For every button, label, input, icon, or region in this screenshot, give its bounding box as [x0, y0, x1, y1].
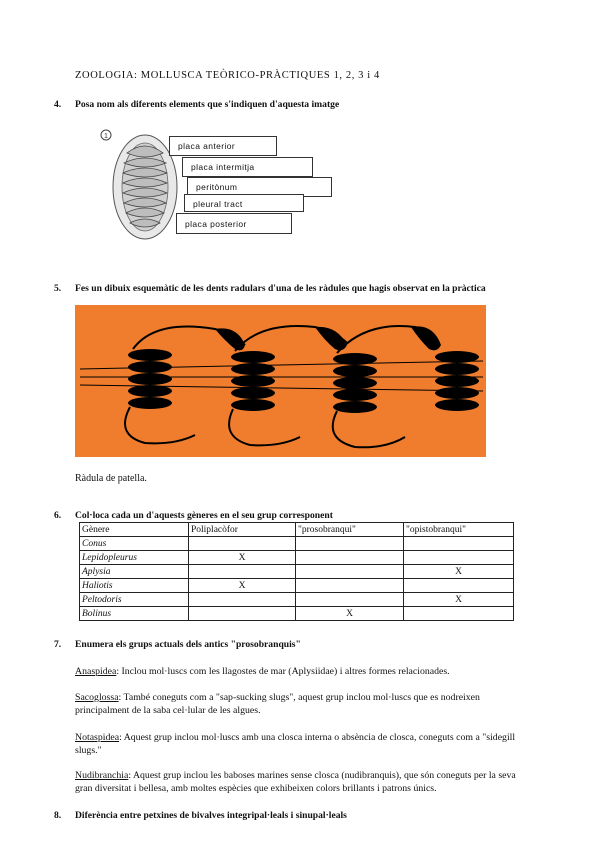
label-box-2: placa intermitja [182, 157, 313, 177]
genus-cell: Haliotis [80, 579, 189, 593]
group-term: Notaspidea [75, 732, 120, 743]
group-description: : Aquest grup inclou mol·luscs amb una closca interna o absència de closca, coneguts com a "sidegill slugs." [75, 732, 516, 756]
genus-cell: Lepidopleurus [80, 551, 189, 565]
mark-cell [296, 565, 404, 579]
table-row [80, 551, 514, 565]
mark-cell [189, 593, 296, 607]
group-description: : Aquest grup inclou les baboses marines sense closca (nudibranquis), que són coneguts per la seva gran diversitat i bellesa, amb moltes espècies que exhibeixen colors brillants i patrons únics. [75, 770, 516, 794]
figure-number-label: 1 [104, 133, 108, 140]
question-text: Posa nom als diferents elements que s'indiquen d'aquesta imatge [75, 99, 340, 110]
mark-cell [404, 579, 514, 593]
mark-cell [296, 551, 404, 565]
radula-caption: Ràdula de patella. [75, 473, 147, 484]
header-cell: Gènere [80, 523, 189, 537]
group-term: Sacoglossa [75, 692, 119, 703]
label-box-1: placa anterior [169, 136, 277, 156]
question-4-heading [0, 99, 600, 113]
table-row [80, 579, 514, 593]
table-row [80, 593, 514, 607]
mark-cell [189, 565, 296, 579]
group-sacoglossa [75, 691, 530, 717]
question-number: 7. [54, 639, 62, 650]
mark-cell [404, 537, 514, 551]
mark-cell [296, 593, 404, 607]
mark-cell [189, 607, 296, 621]
table-row [80, 565, 514, 579]
group-term: Anaspidea [75, 666, 117, 677]
genus-cell: Bolinus [80, 607, 189, 621]
mark-cell [296, 579, 404, 593]
question-5-heading [0, 283, 600, 297]
genus-cell: Conus [80, 537, 189, 551]
question-text: Col·loca cada un d'aquests gèneres en el seu grup corresponent [75, 510, 333, 521]
genus-cell: Aplysia [80, 565, 189, 579]
header-cell: "prosobranqui" [296, 523, 404, 537]
mark-cell: X [189, 579, 296, 593]
mark-cell [404, 607, 514, 621]
label-box-3: peritònum [187, 177, 332, 197]
table-header-row [80, 523, 514, 537]
mark-cell: X [189, 551, 296, 565]
genus-classification-table [79, 522, 514, 621]
mark-cell [296, 537, 404, 551]
mark-cell [404, 551, 514, 565]
label-box-4: pleural tract [184, 194, 304, 212]
group-notaspidea [75, 731, 530, 757]
table-row [80, 607, 514, 621]
question-number: 4. [54, 99, 62, 110]
question-7-heading [0, 639, 600, 653]
mark-cell: X [296, 607, 404, 621]
group-description: : Inclou mol·luscs com les llagostes de mar (Aplysiidae) i altres formes relacionades. [116, 666, 450, 677]
group-nudibranchia [75, 769, 530, 795]
question-number: 5. [54, 283, 62, 294]
genus-cell: Peltodoris [80, 593, 189, 607]
table-row [80, 537, 514, 551]
header-cell: Poliplacòfor [189, 523, 296, 537]
mark-cell: X [404, 565, 514, 579]
mark-cell: X [404, 593, 514, 607]
label-box-5: placa posterior [176, 213, 292, 234]
question-number: 6. [54, 510, 62, 521]
mark-cell [189, 537, 296, 551]
question-text: Fes un dibuix esquemàtic de les dents radulars d'una de les ràdules que hagis observat en la pràctica [75, 283, 486, 294]
group-anaspidea [75, 665, 530, 678]
page-header: ZOOLOGIA: MOLLUSCA TEÒRICO-PRÀCTIQUES 1, 2, 3 i 4 [75, 70, 380, 81]
header-cell: "opistobranqui" [404, 523, 514, 537]
question-text: Enumera els grups actuals dels antics "prosobranquis" [75, 639, 301, 650]
question-8-heading [0, 810, 600, 824]
group-term: Nudibranchia [75, 770, 129, 781]
radula-drawing [75, 305, 486, 457]
question-text: Diferència entre petxines de bivalves integripal·leals i sinupal·leals [75, 810, 347, 821]
group-description: : També coneguts com a "sap-sucking slugs", aquest grup inclou mol·luscs que es nodreixen principalment de la saba cel·lular de les algues. [75, 692, 480, 716]
question-number: 8. [54, 810, 62, 821]
